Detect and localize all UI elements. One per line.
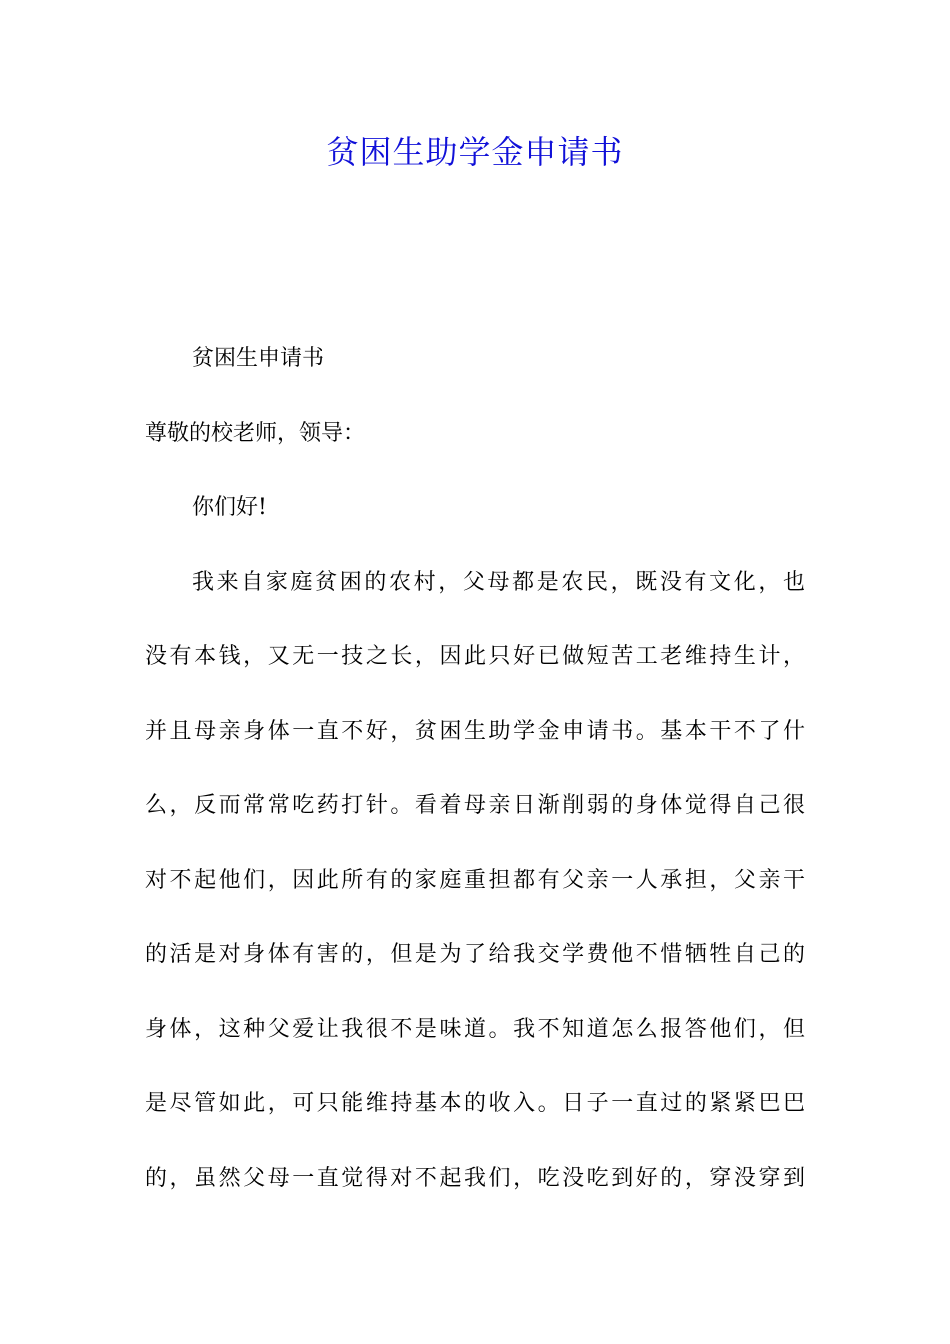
paragraph-line: 的活是对身体有害的，但是为了给我交学费他不惜牺牲自己的 [145,942,805,967]
paragraph-line: 么，反而常常吃药打针。看着母亲日渐削弱的身体觉得自己很 [145,793,805,818]
paragraph-line: 并且母亲身体一直不好，贫困生助学金申请书。基本干不了什 [145,718,805,744]
paragraph-line: 我来自家庭贫困的农村，父母都是农民，既没有文化，也 [192,569,805,595]
salutation-line: 尊敬的校老师，领导： [145,420,366,446]
document-title: 贫困生助学金申请书 [326,133,624,171]
paragraph-line: 的，虽然父母一直觉得对不起我们，吃没吃到好的，穿没穿到 [145,1165,805,1191]
paragraph-line: 没有本钱，又无一技之长，因此只好已做短苦工老维持生计， [145,644,805,669]
document-body [145,337,805,1231]
greeting-line: 你们好! [192,495,267,520]
heading-line: 贫困生申请书 [192,346,325,371]
paragraph-line: 身体，这种父爱让我很不是味道。我不知道怎么报答他们，但 [145,1016,805,1042]
paragraph-line: 对不起他们，因此所有的家庭重担都有父亲一人承担，父亲干 [145,867,805,893]
paragraph-line: 是尽管如此，可只能维持基本的收入。日子一直过的紧紧巴巴 [145,1091,805,1116]
